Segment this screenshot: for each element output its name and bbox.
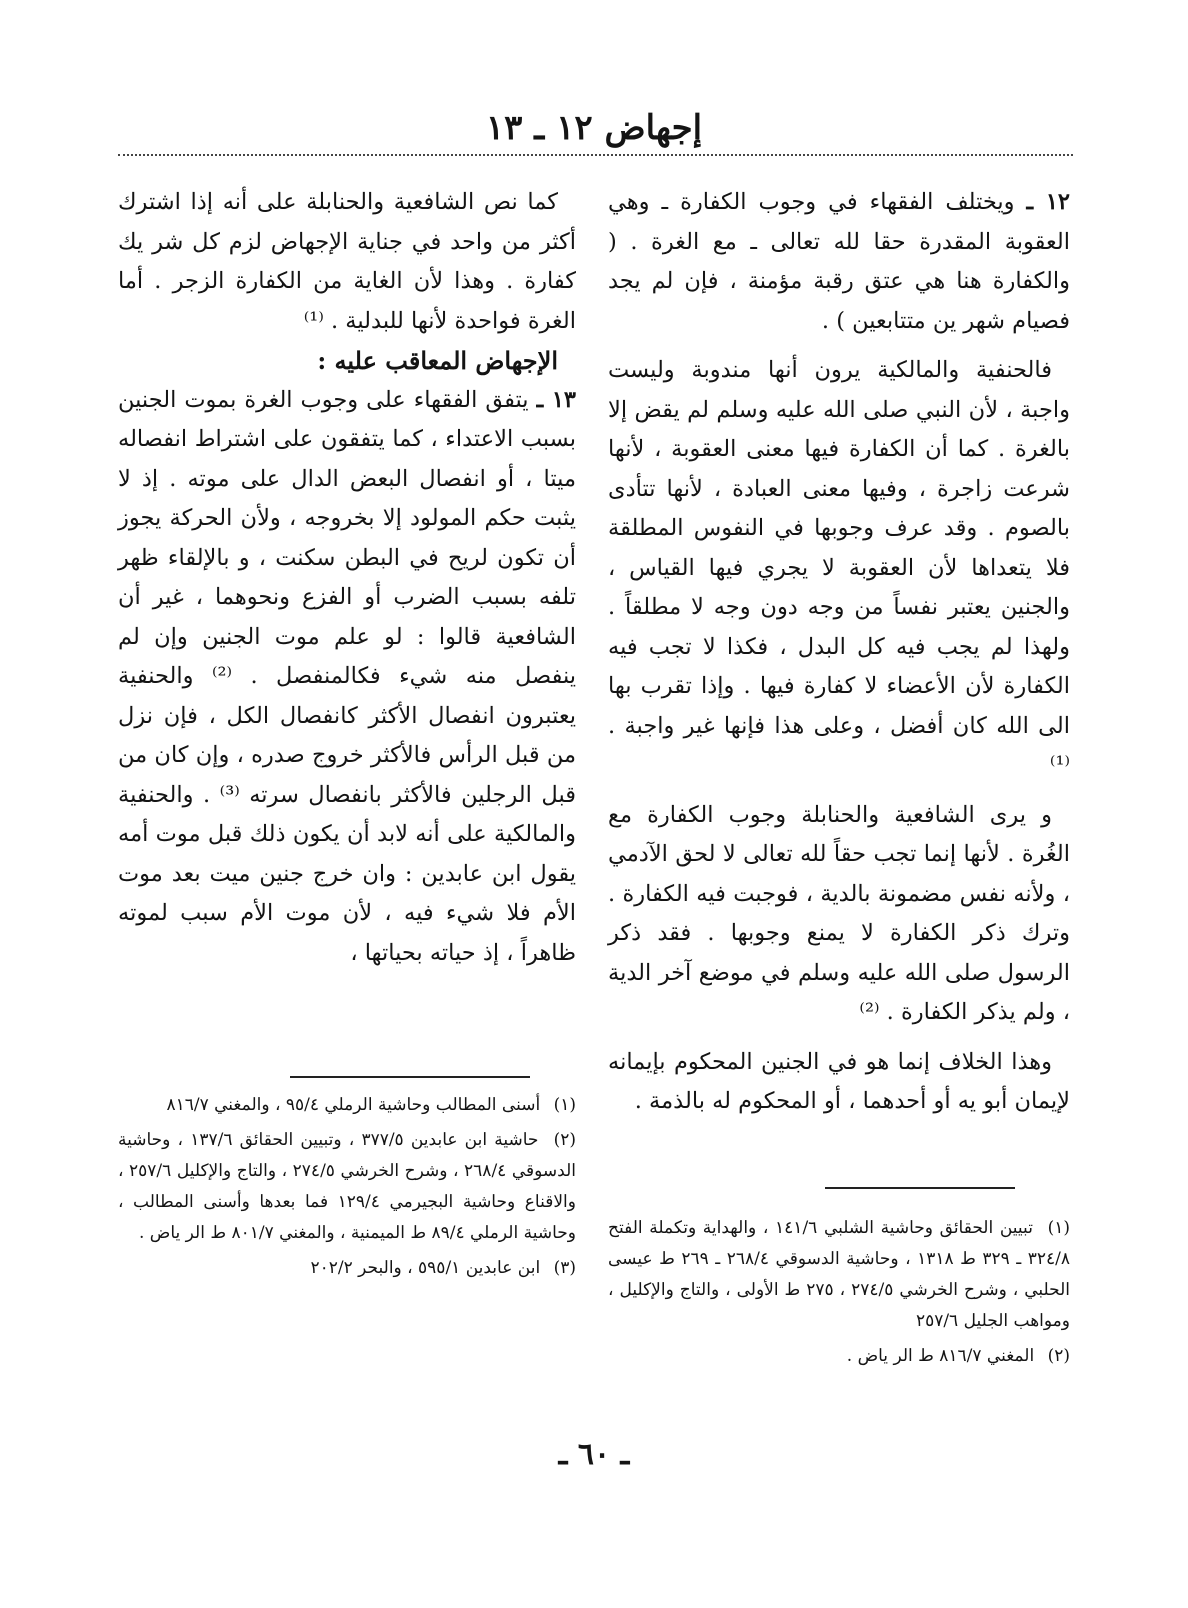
- footnote: [608, 1341, 1070, 1372]
- footnote-number: (١): [1047, 1218, 1071, 1238]
- footnote-number: (١): [553, 1095, 576, 1115]
- footnote-text: حاشية ابن عابدين ٣٧٧/٥ ، وتبيين الحقائق ١٣٧/٦ ، وحاشية الدسوقي ٢٦٨/٤ ، وشرح الخرشي ٢٧٤/٥ ، والتاج والإكليل ٢٥٧/٦ ، والاقناع وحاشية البجيرمي ١٢٩/٤ فما بعدها وأسنى المطالب ، وحاشية الرملي ٨٩/٤ ط الميمنية ، والمغني ٨٠١/٧ ط الر ياض .: [118, 1130, 576, 1243]
- footnote-text: تبيين الحقائق وحاشية الشلبي ١٤١/٦ ، والهداية وتكملة الفتح ٣٢٤/٨ ـ ٣٢٩ ط ١٣١٨ ، وحاشية الدسوقي ٢٦٨/٤ ـ ٢٦٩ ط عيسى الحلبي ، وشرح الخرشي ٢٧٤/٥ ، ٢٧٥ ط الأولى ، والتاج والإكليل ، ومواهب الجليل ٢٥٧/٦: [608, 1218, 1071, 1331]
- paragraph-13: [118, 381, 576, 974]
- footnote-text: أسنى المطالب وحاشية الرملي ٩٥/٤ ، والمغني ٨١٦/٧: [166, 1095, 541, 1115]
- paragraph-shafii-hanbali: و يرى الشافعية والحنابلة وجوب الكفارة مع الغُرة . لأنها إنما تجب حقاً لله تعالى لا لحق الآدمي ، ولأنه نفس مضمونة بالدية ، فوجبت فيه الكفارة . وترك ذكر الكفارة لا يمنع وجوبها . فقد ذكر الرسول صلى الله عليه وسلم في موضع آخر الدية ، ولم يذكر الكفارة . ⁽²⁾: [608, 801, 1070, 1025]
- section-number-12: ١٢ ـ: [1026, 189, 1070, 215]
- paragraph-joint-crime: كما نص الشافعية والحنابلة على أنه إذا اشترك أكثر من واحد في جناية الإجهاض لزم كل شر يك كفارة . وهذا لأن الغاية من الكفارة الزجر . أما الغرة فواحدة لأنها للبدلية . ⁽¹⁾: [118, 189, 576, 334]
- paragraph-text: يتفق الفقهاء على وجوب الغرة بموت الجنين بسبب الاعتداء ، كما يتفقون على اشتراط انفصاله ميتا ، أو انفصال البعض الدال على موته . إذ لا يثبت حكم المولود إلا بخروجه ، ولأن الحركة يجوز أن تكون لريح في البطن سكنت ، و بالإلقاء ظهر تلفه بسبب الضرب أو الفزع ونحوهما ، غير أن الشافعية قالوا : لو علم موت الجنين وإن لم ينفصل منه شيء فكالمنفصل . ⁽²⁾ والحنفية يعتبرون انفصال الأكثر كانفصال الكل ، فإن نزل من قبل الرأس فالأكثر خروج صدره ، وإن كان من قبل الرجلين فالأكثر بانفصال سرته ⁽³⁾ . والحنفية والمالكية على أنه لابد أن يكون ذلك قبل موت أمه يقول ابن عابدين : وان خرج جنين ميت بعد موت الأم فلا شيء فيه ، لأن موت الأم سبب لموته ظاهراً ، إذ حياته بحياتها ،: [118, 386, 577, 966]
- section-number-13: ١٣ ـ: [536, 386, 576, 413]
- footnote: [608, 1213, 1070, 1337]
- header-dotted-rule: [118, 154, 1073, 156]
- footnote: [118, 1253, 576, 1284]
- page-header: إجهاض ١٢ ـ ١٣: [485, 108, 703, 148]
- footnote-number: (٢): [1047, 1346, 1070, 1366]
- footnote-separator-left: [290, 1076, 530, 1078]
- footnote: [118, 1125, 576, 1249]
- footnote-text: المغني ٨١٦/٧ ط الر ياض .: [846, 1346, 1035, 1366]
- footnote-separator-right: [825, 1187, 1015, 1189]
- footnote-number: (٣): [553, 1258, 576, 1278]
- paragraph-text: ويختلف الفقهاء في وجوب الكفارة ـ وهي العقوبة المقدرة حقا لله تعالى ـ مع الغرة . ( والكفارة هنا هي عتق رقبة مؤمنة ، فإن لم يجد فصيام شهر ين متتابعين ) .: [608, 189, 1070, 334]
- paragraph-disagreement: وهذا الخلاف إنما هو في الجنين المحكوم بإيمانه لإيمان أبو يه أو أحدهما ، أو المحكوم له بالذمة .: [608, 1048, 1070, 1114]
- paragraph-hanafi-maliki: فالحنفية والمالكية يرون أنها مندوبة وليست واجبة ، لأن النبي صلى الله عليه وسلم لم يقض إلا بالغرة . كما أن الكفارة فيها معنى العقوبة ، لأنها شرعت زاجرة ، وفيها معنى العبادة ، لأنها تتأدى بالصوم . وقد عرف وجوبها في النفوس المطلقة فلا يتعداها لأن العقوبة لا يجري فيها القياس ، والجنين يعتبر نفساً من وجه دون وجه لا مطلقاً . ولهذا لم يجب فيه كل البدل ، فكذا لا تجب فيه الكفارة لأن الأعضاء لا كفارة فيها . وإذا تقرب بها الى الله كان أفضل ، وعلى هذا فإنها غير واجبة . ⁽¹⁾: [608, 357, 1070, 778]
- paragraph-12-intro: [608, 183, 1070, 341]
- right-column: [608, 183, 1070, 1122]
- page-number: ـ ٦٠ ـ: [558, 1437, 630, 1472]
- footnotes-left: [118, 1090, 576, 1288]
- footnote-number: (٢): [553, 1130, 576, 1150]
- section-heading: الإجهاض المعاقب عليه :: [317, 346, 558, 375]
- footnotes-right: [608, 1213, 1070, 1376]
- footnote: [118, 1090, 576, 1121]
- left-column: [118, 183, 576, 973]
- footnote-text: ابن عابدين ٥٩٥/١ ، والبحر ٢٠٢/٢: [310, 1258, 541, 1278]
